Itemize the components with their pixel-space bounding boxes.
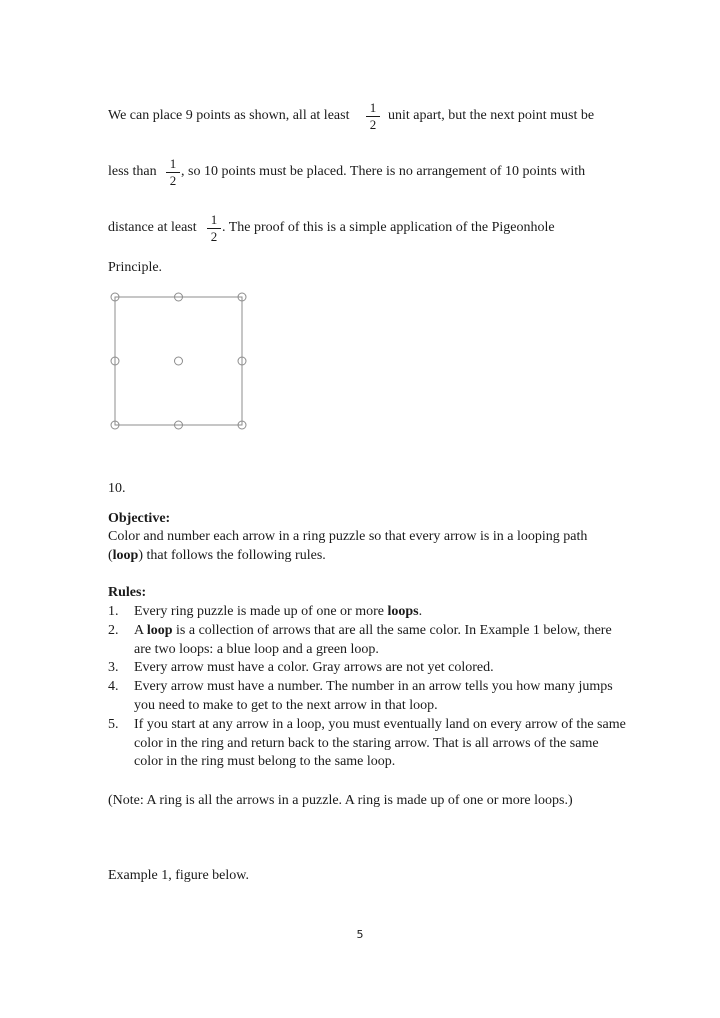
objective-line-1: Color and number each arrow in a ring puzzle so that every arrow is in a looping path [108,529,588,544]
rule-bold-term: loops [387,604,419,619]
rule-text: is a collection of arrows that are all the same color. In Example 1 below, there are two loops: a blue loop and a green loop. [134,622,612,657]
rule-text: If you start at any arrow in a loop, you must eventually land on every arrow of the same color in the ring and return back to the staring arrow. That is all arrows of the same color in the ring must belong to the same loop. [134,716,626,770]
rule-text: Every ring puzzle is made up of one or more [134,604,388,619]
paragraph-line-1 [108,107,349,125]
paragraph-text: unit apart, but the next point must be [388,108,595,123]
grid-point [175,357,183,365]
rule-number: 2. [108,622,119,638]
paragraph-text: , so 10 points must be placed. There is no arrangement of 10 points with [181,164,586,179]
nine-points-figure [100,285,260,435]
objective-text: ( [108,548,113,563]
fraction-numerator: 1 [169,156,177,171]
fraction-denominator: 2 [210,229,218,244]
rule-text: Every arrow must have a color. Gray arrows are not yet colored. [134,660,494,676]
rule-item [108,716,628,772]
rule-number: 3. [108,660,119,676]
rules-heading: Rules: [108,585,147,600]
rule-item [108,622,628,660]
rule-bold-term: loop [146,622,173,638]
rule-item [108,603,628,622]
fraction-numerator: 1 [210,212,218,227]
rule-text: . [418,604,423,619]
paragraph-line-1-cont [388,107,594,125]
paragraph-line-3-cont [222,219,555,237]
rule-item [108,678,628,716]
page-number: 5 [356,928,364,941]
paragraph-text: We can place 9 points as shown, all at least [108,108,350,123]
fraction-denominator: 2 [369,117,377,132]
paragraph-text: . The proof of this is a simple application of the Pigeonhole [222,220,555,235]
rule-text: A [134,622,147,638]
rules-list [108,603,628,772]
objective-heading: Objective: [108,511,171,526]
objective-loop-term: loop [112,548,139,563]
rule-number: 5. [108,716,119,732]
paragraph-text: distance at least [108,220,197,235]
example-caption: Example 1, figure below. [108,868,249,883]
paragraph-text: less than [108,164,157,179]
fraction-denominator: 2 [169,173,177,188]
paragraph-line-2-cont [181,163,585,181]
paragraph-line-2 [108,163,157,181]
fraction-numerator: 1 [369,100,377,115]
objective-text: ) that follows the following rules. [138,548,326,563]
rule-item [108,659,628,678]
rule-number: 1. [108,604,119,619]
fraction-one-half [166,155,180,189]
unit-square [115,297,242,425]
paragraph-line-3 [108,219,197,237]
points-group [111,293,246,429]
paragraph-line-4 [108,259,162,277]
fraction-one-half [366,99,380,133]
fraction-one-half [207,211,221,245]
rule-text: Every arrow must have a number. The number in an arrow tells you how many jumps you need to make to get to the next arrow in that loop. [134,679,613,713]
note-text: (Note: A ring is all the arrows in a puzzle. A ring is made up of one or more loops.) [108,793,573,808]
rule-number: 4. [108,679,119,695]
objective-line-2 [108,547,326,565]
section-number: 10. [108,481,126,496]
paragraph-text: Principle. [108,260,163,275]
